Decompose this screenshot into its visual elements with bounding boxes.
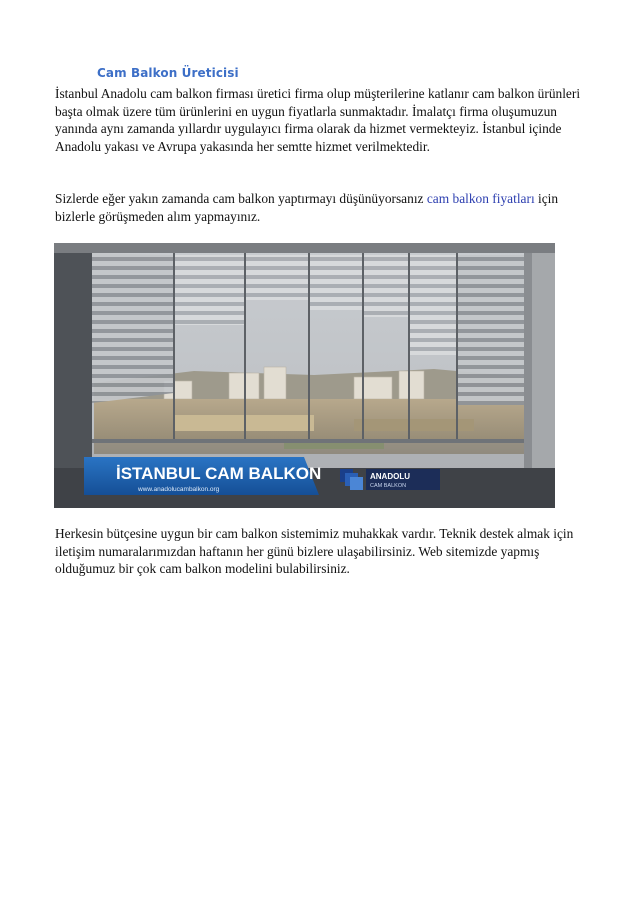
balcony-photo xyxy=(54,243,555,508)
pricing-text-after: için bizlerle görüşmeden alım yapmayınız. xyxy=(55,191,559,224)
logo-line2: CAM BALKON xyxy=(370,483,407,489)
intro-paragraph: İstanbul Anadolu cam balkon firması üretici firma olup müşterilerine katlanır cam balkon ürünleri başta olmak üzere tüm ürünlerini en uygun fiyatlarla sunmaktadır. İmalatçı firma oluşumuzun yanında aynı zamanda yıllardır uygulayıcı firma olarak da hizmet vermekteyiz. İstanbul içinde Anadolu yakası ve Avrupa yakasında her semtte hizmet verilmektedir. xyxy=(55,86,581,154)
brand-banner xyxy=(84,457,321,495)
pricing-paragraph xyxy=(55,190,595,225)
pricing-text-before: Sizlerde eğer yakın zamanda cam balkon yaptırmayı düşünüyorsanız xyxy=(55,191,427,206)
banner-url: www.anadolucambalkon.org xyxy=(138,486,220,493)
section-heading: Cam Balkon Üreticisi xyxy=(97,66,239,80)
price-link[interactable]: cam balkon fiyatları xyxy=(426,191,535,206)
logo-line1: ANADOLU xyxy=(370,472,410,481)
support-paragraph: Herkesin bütçesine uygun bir cam balkon sistemimiz muhakkak vardır. Teknik destek almak için iletişim numaralarımızdan haftanın her günü bizlere ulaşabilirsiniz. Web sitemizde yapmış olduğumuz bir çok cam balkon modelini bulabilirsiniz. xyxy=(55,526,574,576)
banner-title: İSTANBUL CAM BALKON xyxy=(116,464,322,483)
balcony-photo-illustration xyxy=(54,243,555,508)
